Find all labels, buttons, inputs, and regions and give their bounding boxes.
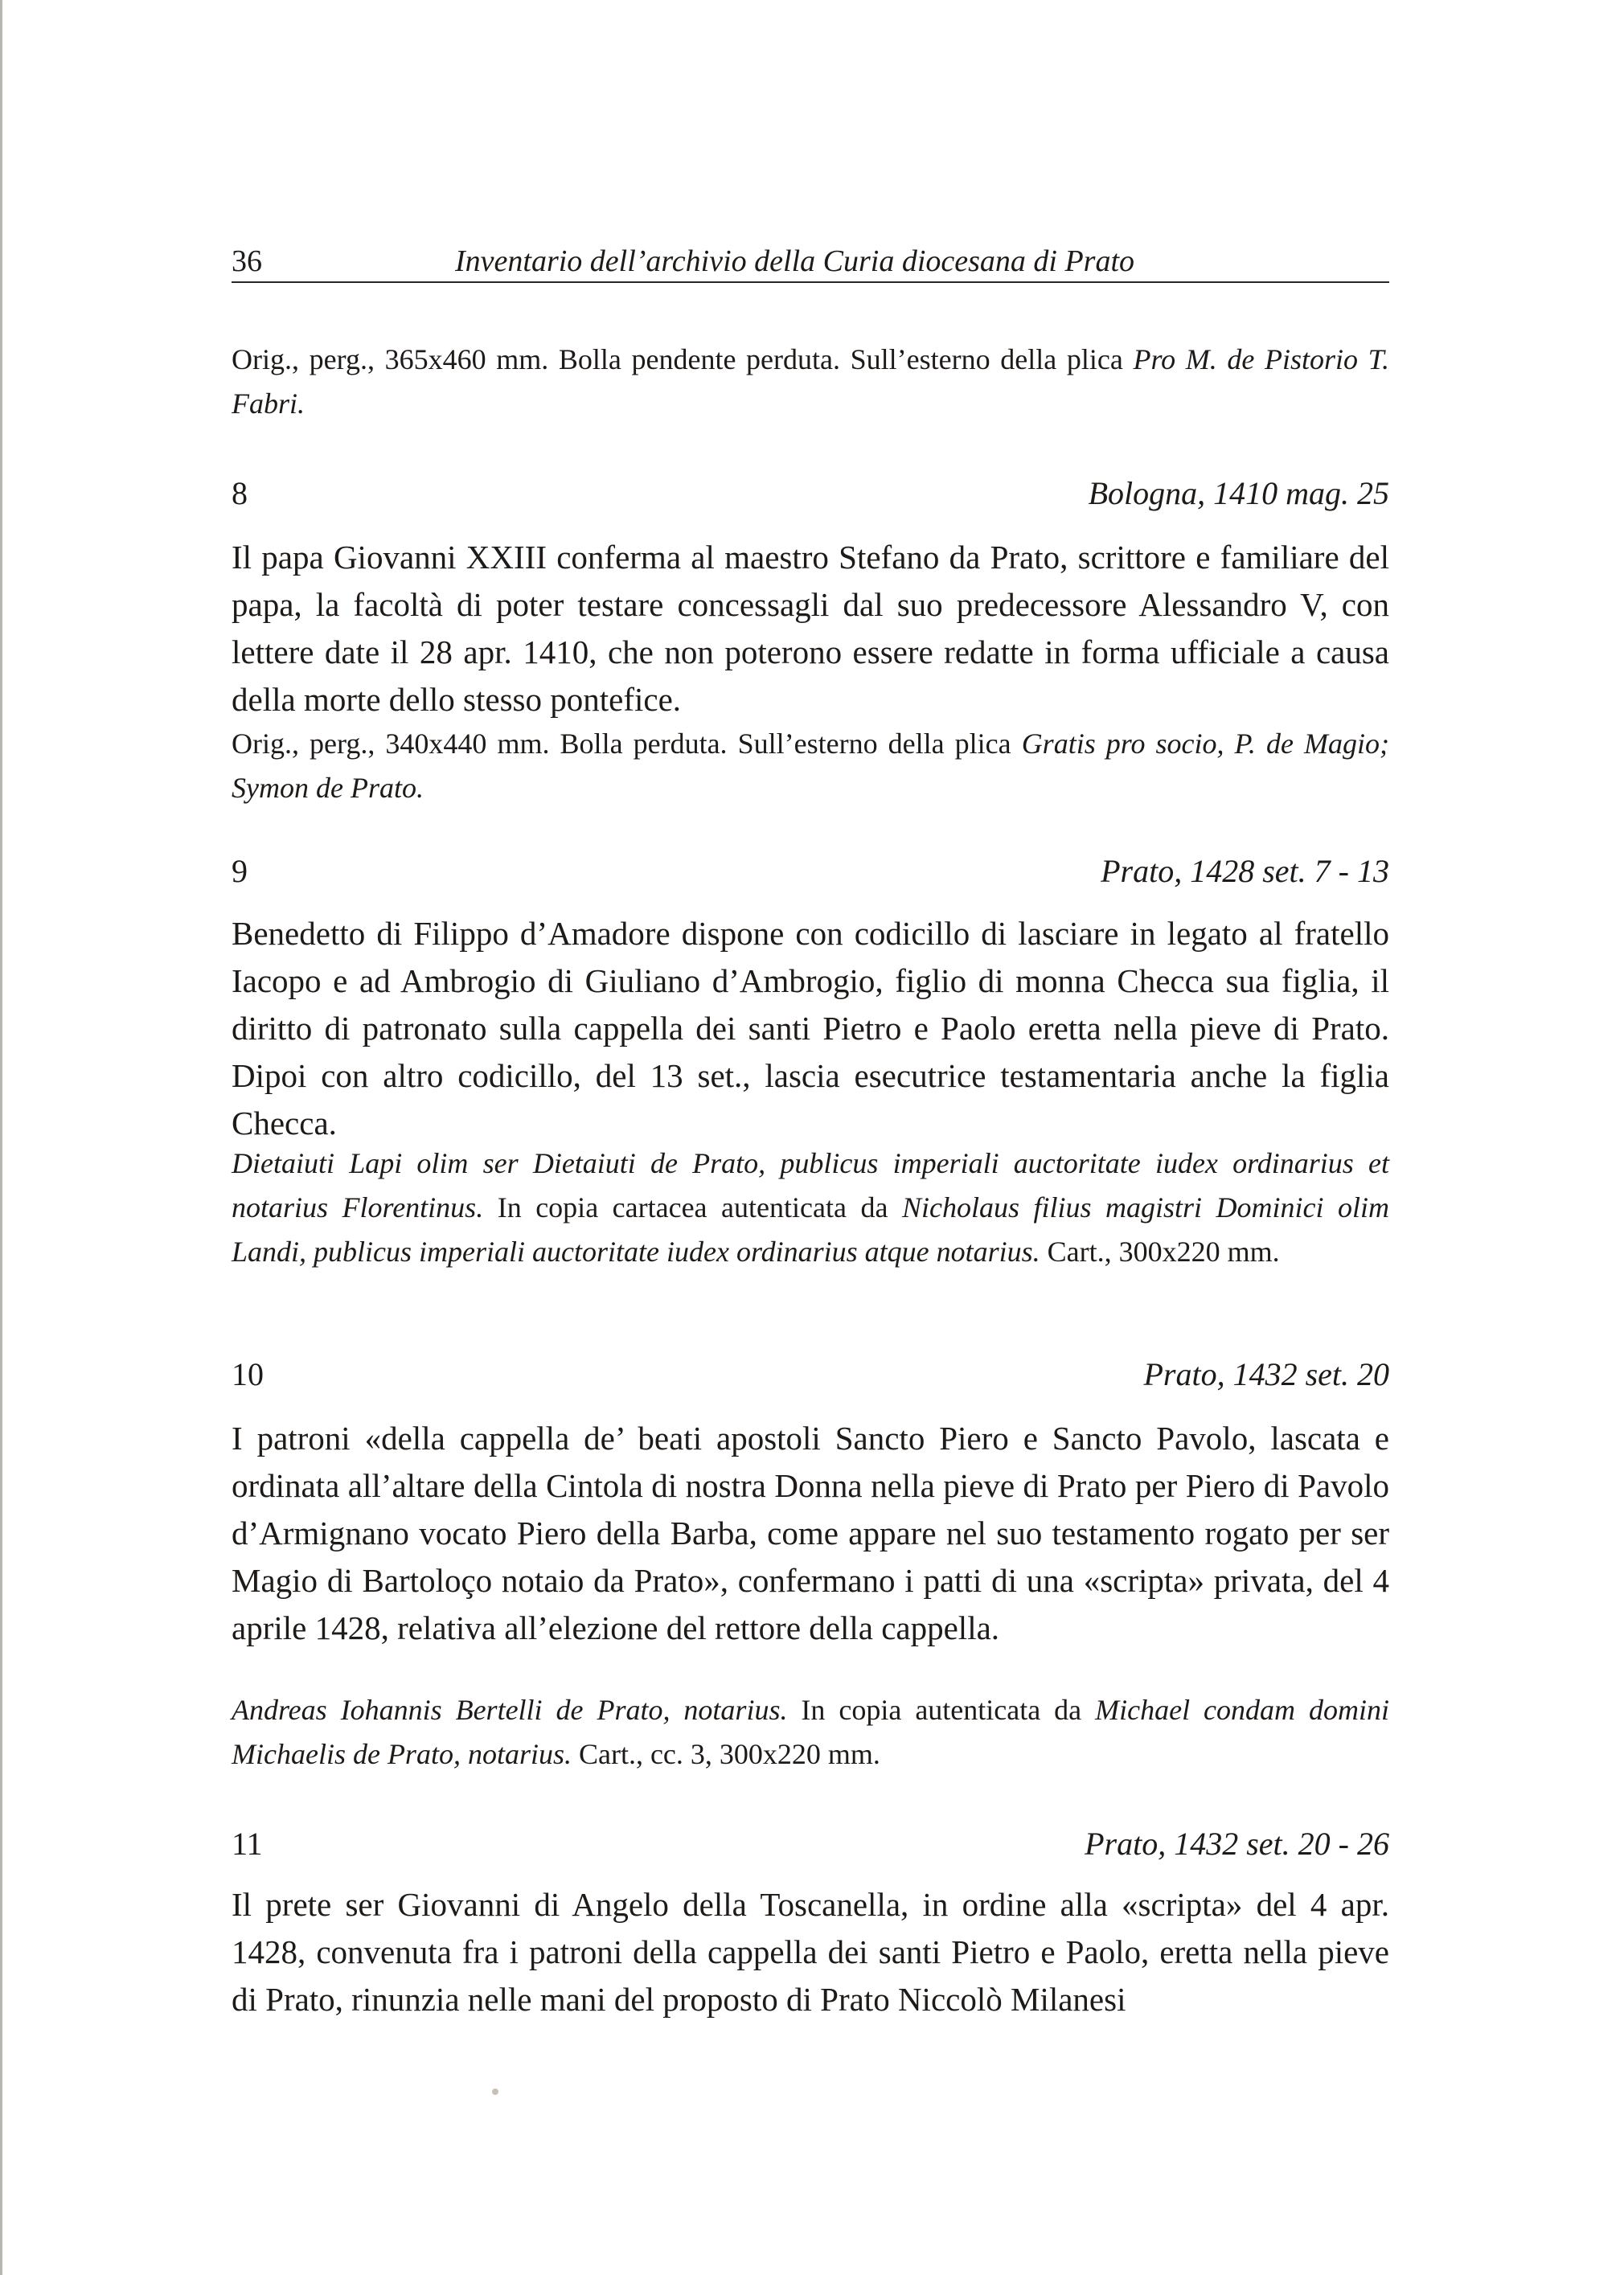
entry-9-copyist: Nicholaus filius magistri Dominici olim Landi, publicus imperiali auctoritate iudex ordinarius atque notarius. <box>232 1191 1390 1268</box>
entry-8-archival-note <box>232 722 1389 810</box>
intro-archival-note <box>232 338 1389 426</box>
intro-note-text: Orig., perg., 365x460 mm. Bolla pendente perduta. Sull’esterno della plica <box>232 343 1134 375</box>
entry-10-note-physical: Cart., cc. 3, 300x220 mm. <box>571 1738 880 1770</box>
entry-10-note-text: In copia autenticata da <box>787 1694 1096 1726</box>
entry-number: 8 <box>232 475 248 511</box>
page-edge <box>0 0 2 2275</box>
entry-9-note-text: In copia cartacea autenticata da <box>483 1191 902 1224</box>
entry-8-note-italic: Gratis pro socio, P. de Magio; Symon de Prato. <box>232 728 1389 804</box>
entry-9-note-physical: Cart., 300x220 mm. <box>1040 1236 1280 1268</box>
entry-date: Prato, 1432 set. 20 <box>1143 1356 1389 1392</box>
running-title: Inventario dell’archivio della Curia diocesana di Prato <box>455 244 1135 278</box>
entry-9-text: Benedetto di Filippo d’Amadore dispone con codicillo di lasciare in legato al fratello Iacopo e ad Ambrogio di Giuliano d’Ambrogio, figlio di monna Checca sua figlia, il diritto di patronato sulla cappella dei santi Pietro e Paolo eretta nella pieve di Prato. Dipoi con altro codicillo, del 13 set., lascia esecutrice testamentaria anche la figlia Checca. <box>232 915 1389 1142</box>
entry-9-heading <box>232 847 1389 896</box>
entry-10-notary: Andreas Iohannis Bertelli de Prato, notarius. <box>232 1694 788 1726</box>
running-header <box>232 241 1389 283</box>
entry-8-note-text: Orig., perg., 340x440 mm. Bolla perduta. Sull’esterno della plica <box>232 728 1022 760</box>
entry-number: 11 <box>232 1826 263 1862</box>
entry-10-text: I patroni «della cappella de’ beati apostoli Sancto Piero e Sancto Pavolo, lascata e ordinata all’altare della Cintola di nostra Donna nella pieve di Prato per Piero di Pavolo d’Armignano vocato Piero della Barba, come appare nel suo testamento rogato per ser Magio di Bartoloço notaio da Prato», confermano i patti di una «scripta» privata, del 4 aprile 1428, relativa all’elezione del rettore della cappella. <box>232 1420 1389 1646</box>
entry-10-heading <box>232 1351 1389 1399</box>
entry-9-notary: Dietaiuti Lapi olim ser Dietaiuti de Prato, publicus imperiali auctoritate iudex ordinarius et notarius Florentinus. <box>232 1147 1389 1224</box>
entry-10-archival-note <box>232 1688 1389 1777</box>
page-number: 36 <box>232 244 262 278</box>
entry-8-text: Il papa Giovanni XXIII conferma al maestro Stefano da Prato, scrittore e familiare del papa, la facoltà di poter testare concessagli dal suo predecessore Alessandro V, con lettere date il 28 apr. 1410, che non poterono essere redatte in forma ufficiale a causa della morte dello stesso pontefice. <box>232 539 1389 718</box>
entry-9-archival-note <box>232 1142 1389 1274</box>
entry-date: Prato, 1428 set. 7 - 13 <box>1101 853 1389 889</box>
entry-number: 9 <box>232 853 248 889</box>
entry-date: Prato, 1432 set. 20 - 26 <box>1085 1826 1389 1862</box>
entry-number: 10 <box>232 1356 264 1392</box>
entry-date: Bologna, 1410 mag. 25 <box>1088 475 1389 511</box>
entry-11-text: Il prete ser Giovanni di Angelo della Toscanella, in ordine alla «scripta» del 4 apr. 1428, convenuta fra i patroni della cappella dei santi Pietro e Paolo, eretta nella pieve di Prato, rinunzia nelle mani del proposto di Prato Niccolò Milanesi <box>232 1886 1389 2018</box>
paper-speck <box>492 2088 498 2095</box>
intro-note-italic: Pro M. de Pistorio T. Fabri. <box>232 343 1389 420</box>
entry-8-heading <box>232 469 1389 518</box>
entry-11-heading <box>232 1820 1389 1868</box>
entry-10-copyist: Michael condam domini Michaelis de Prato, notarius. <box>232 1694 1390 1770</box>
